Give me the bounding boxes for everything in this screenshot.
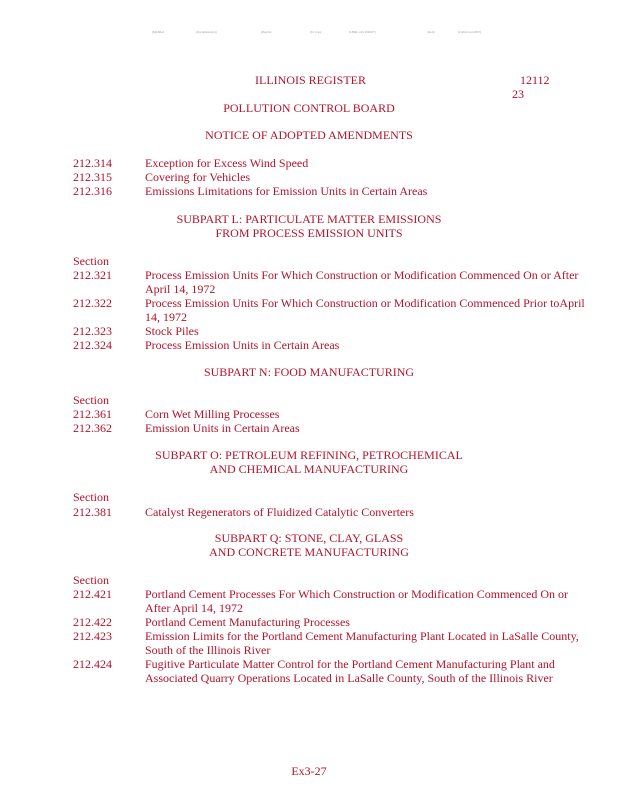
- section-number: 212.324: [73, 338, 112, 352]
- subpart-o-heading: SUBPART O: PETROLEUM REFINING, PETROCHEMICAL: [155, 448, 463, 462]
- section-number: 212.424: [73, 657, 112, 671]
- section-label: Section: [73, 490, 109, 504]
- register-volume: 23: [512, 87, 524, 101]
- section-title: Emission Units in Certain Areas: [145, 421, 300, 435]
- section-title: Exception for Excess Wind Speed: [145, 156, 309, 170]
- section-title: Catalyst Regenerators of Fluidized Catalytic Converters: [145, 505, 414, 519]
- faint-header-text: (LB&L only 2006/07): [349, 30, 376, 34]
- section-number: 212.423: [73, 629, 112, 643]
- section-number: 212.361: [73, 407, 112, 421]
- faint-header-text: (To Copy: [310, 30, 322, 34]
- section-number: 212.322: [73, 296, 112, 310]
- section-title: Fugitive Particulate Matter Control for the Portland Cement Manufacturing Plant and Associated Quarry Operations Located in LaSalle County, South of the Illinois River: [145, 657, 555, 685]
- notice-title: NOTICE OF ADOPTED AMENDMENTS: [205, 128, 413, 142]
- section-number: 212.323: [73, 324, 112, 338]
- subpart-n-heading: SUBPART N: FOOD MANUFACTURING: [203, 365, 415, 379]
- section-title: Process Emission Units For Which Construction or Modification Commenced Prior toApril 14, 1972: [145, 296, 585, 324]
- subpart-l-heading: SUBPART L: PARTICULATE MATTER EMISSIONS: [176, 212, 442, 226]
- section-number: 212.314: [73, 156, 112, 170]
- section-number: 212.362: [73, 421, 112, 435]
- subpart-o-heading-line2: AND CHEMICAL MANUFACTURING: [209, 462, 409, 476]
- subpart-q-heading-line2: AND CONCRETE MANUFACTURING: [209, 545, 409, 559]
- agency-name: POLLUTION CONTROL BOARD: [223, 101, 395, 115]
- section-number: 212.421: [73, 587, 112, 601]
- subpart-q-heading: SUBPART Q: STONE, CLAY, GLASS: [214, 531, 404, 545]
- section-title: Emission Limits for the Portland Cement Manufacturing Plant Located in LaSalle County, South of the Illinois River: [145, 629, 579, 657]
- subpart-l-heading-line2: FROM PROCESS EMISSION UNITS: [215, 226, 403, 240]
- faint-header-text: (Pagefor: [261, 30, 272, 34]
- section-number: 212.321: [73, 268, 112, 282]
- faint-header-text: (mod): [427, 30, 435, 34]
- section-title: Covering for Vehicles: [145, 170, 251, 184]
- section-label: Section: [73, 573, 109, 587]
- section-title: Process Emission Units For Which Construction or Modification Commenced On or After April 14, 1972: [145, 268, 579, 296]
- section-number: 212.381: [73, 505, 112, 519]
- section-title: Stock Piles: [145, 324, 199, 338]
- register-page-number: 12112: [520, 73, 550, 87]
- faint-header-text: (Collab/Law/2007): [458, 30, 481, 34]
- section-title: Portland Cement Manufacturing Processes: [145, 615, 350, 629]
- register-title: ILLINOIS REGISTER: [255, 73, 366, 87]
- page-footer-label: Ex3-27: [291, 764, 327, 778]
- section-label: Section: [73, 254, 109, 268]
- section-title: Portland Cement Processes For Which Construction or Modification Commenced On or After April 14, 1972: [145, 587, 569, 615]
- faint-header-text: (Documentation): [196, 30, 217, 34]
- section-number: 212.315: [73, 170, 112, 184]
- section-number: 212.316: [73, 184, 112, 198]
- section-number: 212.422: [73, 615, 112, 629]
- faint-header-text: (Modified: [152, 30, 165, 34]
- section-title: Process Emission Units in Certain Areas: [145, 338, 340, 352]
- section-label: Section: [73, 393, 109, 407]
- section-title: Corn Wet Milling Processes: [145, 407, 280, 421]
- section-title: Emissions Limitations for Emission Units in Certain Areas: [145, 184, 428, 198]
